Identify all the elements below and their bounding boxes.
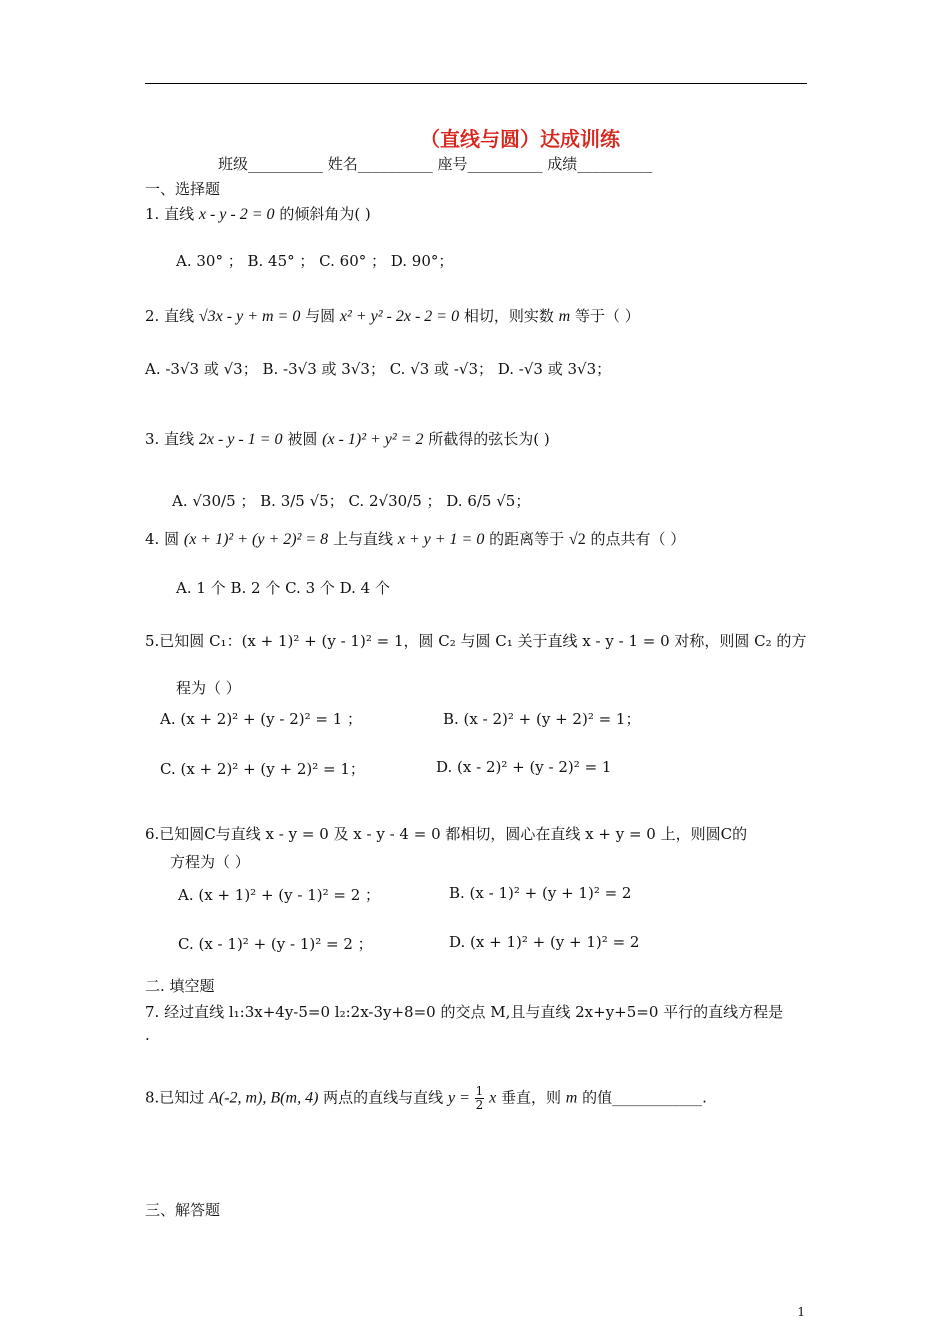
q8-mid: 两点的直线与直线 bbox=[323, 1088, 444, 1107]
q8-stem: 8.已知过 bbox=[145, 1088, 205, 1107]
question-2 bbox=[145, 305, 640, 326]
q1-stem: 1. 直线 bbox=[145, 205, 195, 223]
question-8 bbox=[145, 1085, 707, 1112]
q2-mid: 与圆 bbox=[305, 307, 336, 325]
q5-option-a: A. (x + 2)² + (y - 2)² = 1 ； bbox=[160, 710, 363, 728]
q3-options: A. √30/5 ； B. 3/5 √5； C. 2√30/5 ； D. 6/5 √5； bbox=[172, 492, 531, 510]
q6-line2: 方程为（ ） bbox=[170, 853, 250, 871]
q5-option-c: C. (x + 2)² + (y + 2)² = 1； bbox=[160, 760, 365, 778]
q4-circle-equation: (x + 1)² + (y + 2)² = 8 bbox=[183, 531, 329, 548]
q1-tail: 的倾斜角为( ) bbox=[279, 205, 371, 223]
q2-options: A. -3√3 或 √3； B. -3√3 或 3√3； C. √3 或 -√3； D. -√3 或 3√3； bbox=[145, 360, 612, 378]
q4-options: A. 1 个 B. 2 个 C. 3 个 D. 4 个 bbox=[176, 579, 390, 597]
q2-circle-equation: x² + y² - 2x - 2 = 0 bbox=[339, 308, 460, 325]
q4-tail: 的距离等于 bbox=[489, 530, 565, 548]
q8-eq-rhs: x bbox=[489, 1089, 497, 1107]
q4-distance: √2 bbox=[568, 531, 586, 548]
section-choice-heading: 一、选择题 bbox=[145, 180, 221, 198]
q8-variable: m bbox=[565, 1089, 578, 1107]
q8-tail2: 的值____________. bbox=[582, 1088, 707, 1107]
q3-line-equation: 2x - y - 1 = 0 bbox=[198, 431, 283, 448]
q3-stem: 3. 直线 bbox=[145, 430, 195, 448]
q8-tail: 垂直，则 bbox=[500, 1088, 561, 1107]
q4-line-equation: x + y + 1 = 0 bbox=[397, 531, 485, 548]
q8-frac-denominator: 2 bbox=[475, 1098, 484, 1112]
q3-circle-equation: (x - 1)² + y² = 2 bbox=[322, 431, 424, 448]
q6-line1: 6.已知圆C与直线 x - y = 0 及 x - y - 4 = 0 都相切，圆心在直线 x + y = 0 上，则圆C的 bbox=[145, 825, 748, 843]
q6-option-c: C. (x - 1)² + (y - 1)² = 2 ； bbox=[178, 935, 373, 953]
q5-option-b: B. (x - 2)² + (y + 2)² = 1； bbox=[443, 710, 641, 728]
q5-line2: 程为（ ） bbox=[176, 679, 241, 697]
q2-stem: 2. 直线 bbox=[145, 307, 195, 325]
q7-line2: . bbox=[145, 1026, 150, 1044]
q2-tail2: 等于（ ） bbox=[575, 307, 640, 325]
q1-equation: x - y - 2 = 0 bbox=[198, 206, 275, 223]
q4-mid: 上与直线 bbox=[332, 530, 393, 548]
q8-fraction bbox=[475, 1085, 485, 1112]
q2-line-equation: √3x - y + m = 0 bbox=[198, 308, 301, 325]
q8-points: A(-2, m), B(m, 4) bbox=[209, 1089, 319, 1107]
q7-line1: 7. 经过直线 l₁:3x+4y-5=0 l₂:2x-3y+8=0 的交点 M,且与直线 2x+y+5=0 平行的直线方程是 bbox=[145, 1003, 784, 1021]
q6-option-d: D. (x + 1)² + (y + 1)² = 2 bbox=[449, 933, 640, 951]
section-fill-heading: 二. 填空题 bbox=[145, 977, 215, 995]
question-4 bbox=[145, 528, 685, 549]
q8-eq-lhs: y = bbox=[447, 1089, 470, 1107]
q6-option-b: B. (x - 1)² + (y + 1)² = 2 bbox=[449, 884, 632, 902]
question-3 bbox=[145, 428, 550, 449]
header-rule bbox=[145, 83, 807, 84]
q6-option-a: A. (x + 1)² + (y - 1)² = 2 ； bbox=[178, 886, 381, 904]
q2-tail: 相切，则实数 bbox=[463, 307, 554, 325]
page-title: （直线与圆）达成训练 bbox=[420, 127, 620, 151]
q4-stem: 4. 圆 bbox=[145, 530, 180, 548]
q2-variable: m bbox=[558, 308, 571, 325]
q3-tail: 所截得的弦长为( ) bbox=[428, 430, 550, 448]
section-answer-heading: 三、解答题 bbox=[145, 1201, 221, 1219]
question-1 bbox=[145, 203, 371, 224]
student-info-line: 班级__________ 姓名__________ 座号__________ 成绩__________ bbox=[218, 155, 653, 173]
q5-line1: 5.已知圆 C₁：(x + 1)² + (y - 1)² = 1，圆 C₂ 与圆 C₁ 关于直线 x - y - 1 = 0 对称，则圆 C₂ 的方 bbox=[145, 632, 807, 650]
q8-frac-numerator: 1 bbox=[475, 1084, 484, 1098]
page-number: 1 bbox=[797, 1305, 805, 1319]
q3-mid: 被圆 bbox=[287, 430, 318, 448]
q1-options: A. 30° ； B. 45° ； C. 60° ； D. 90°； bbox=[176, 252, 454, 270]
q5-option-d: D. (x - 2)² + (y - 2)² = 1 bbox=[436, 758, 612, 776]
q4-tail2: 的点共有（ ） bbox=[590, 530, 686, 548]
